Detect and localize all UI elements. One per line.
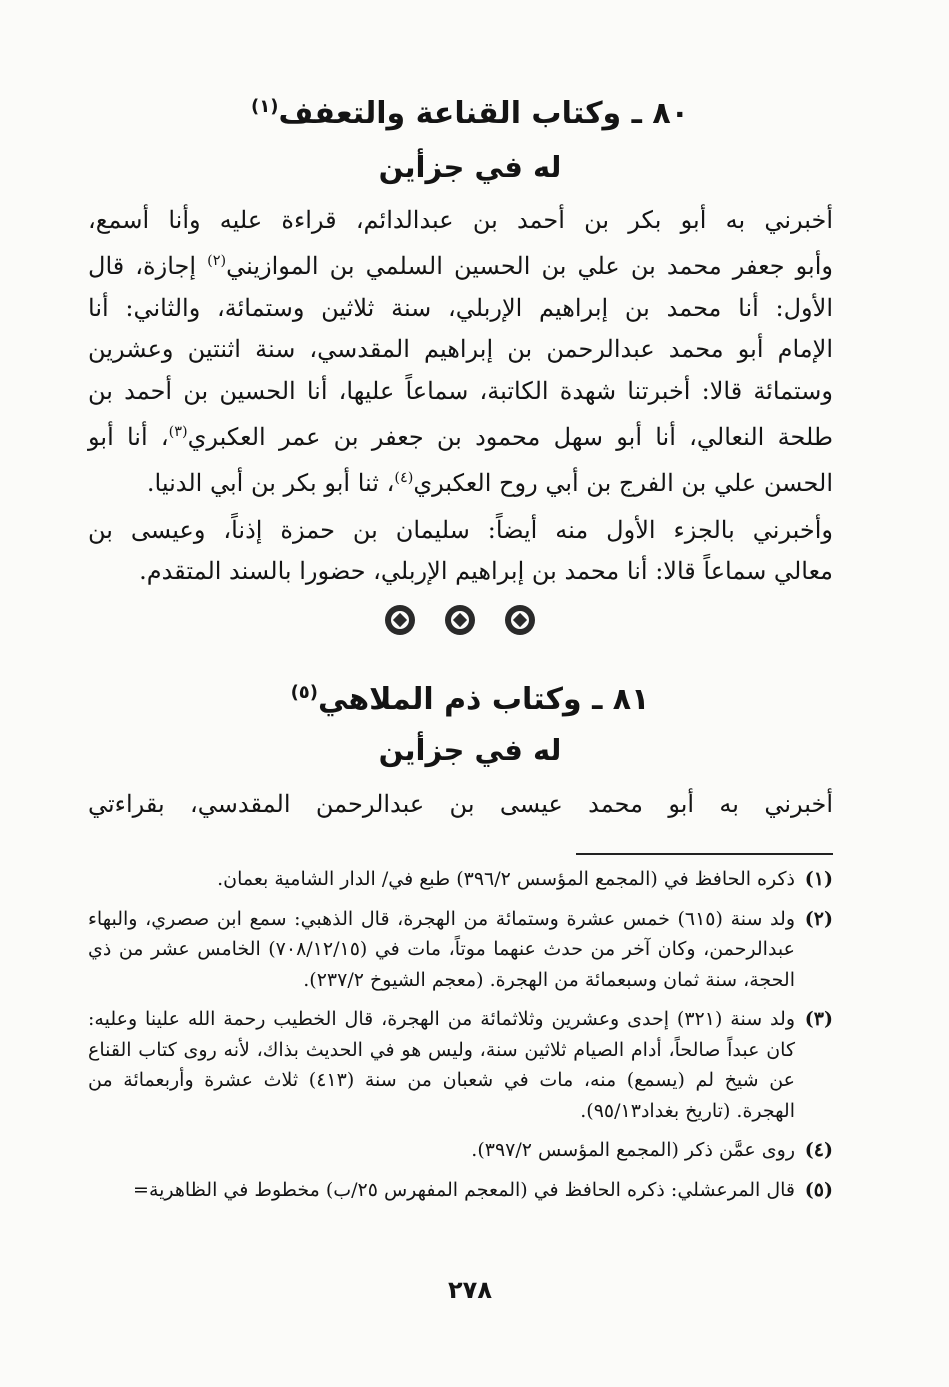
text-line: وأخبرني بالجزء الأول منه أيضاً: سليمان بن حمزة إذناً، وعيسى بن <box>88 516 833 544</box>
footnote-ref-5: (٥) <box>290 682 319 703</box>
text-segment: إجازة، قال <box>88 252 208 281</box>
text-line: معالي سماعاً قالا: أنا محمد بن إبراهيم الإربلي، حضورا بالسند المتقدم. <box>139 557 833 586</box>
section-80-title-text: ٨٠ ـ وكتاب القناعة والتعفف <box>278 96 689 131</box>
section-80-paragraph-2 <box>88 510 833 593</box>
text-line: الإمام أبو محمد عبدالرحمن بن إبراهيم المقدسي، سنة اثنتين وعشرين <box>88 335 834 364</box>
section-80-subtitle: له في جزأين <box>378 150 562 184</box>
section-divider <box>385 600 535 640</box>
ornament-icon <box>385 605 415 635</box>
ornament-icon <box>505 605 535 635</box>
section-81-paragraph-1 <box>88 784 833 825</box>
text-segment: الحسن علي بن الفرج بن أبي روح العكبري <box>413 469 833 498</box>
footnote-text: ولد سنة (٦١٥) خمس عشرة وستمائة من الهجرة، قال الذهبي: سمع ابن صصري، والبهاء عبدالرحمن، وكان آخر من حدث عنهما موتاً، مات في (٧٠٨/١٢/١٥) الخامس عشر من ذي الحجة، سنة ثمان وسبعمائة من الهجرة. (معجم الشيوخ ٢٣٧/٢). <box>88 907 796 991</box>
footnote-number: (١) <box>804 868 833 890</box>
footnote-ref-1: (١) <box>251 96 279 117</box>
footnote-text: قال المرعشلي: ذكره الحافظ في (المعجم المفهرس ٢٥/ب) مخطوط في الظاهرية= <box>133 1178 795 1201</box>
text-line: أخبرني به أبو بكر بن أحمد بن عبدالدائم، قراءة عليه وأنا أسمع، <box>88 206 833 234</box>
text-line: وستمائة قالا: أخبرتنا شهدة الكاتبة، سماعاً عليها، أنا الحسين بن أحمد بن <box>88 376 833 405</box>
text-segment: ، أنا أبو <box>88 423 169 452</box>
footnote-number: (٤) <box>804 1139 833 1161</box>
section-80-title <box>100 96 840 131</box>
text-segment: ، ثنا أبو بكر بن أبي الدنيا. <box>146 469 395 498</box>
footnote-2 <box>88 904 833 996</box>
footnotes <box>88 864 833 1214</box>
section-80-paragraph-1 <box>88 200 833 505</box>
footnote-number: (٥) <box>804 1178 833 1201</box>
text-line <box>88 458 833 504</box>
footnote-number: (٢) <box>804 907 833 930</box>
footnote-ref-3: (٣) <box>168 424 188 441</box>
footnote-5 <box>88 1175 833 1206</box>
text-line: أخبرني به أبو محمد عيسى بن عبدالرحمن المقدسي، بقراءتي <box>88 790 833 818</box>
text-line <box>88 241 833 287</box>
text-segment: طلحة النعالي، أنا أبو سهل محمود بن جعفر بن عمر العكبري <box>187 423 833 452</box>
footnote-ref-2: (٢) <box>207 253 227 270</box>
text-line: الأول: أنا محمد بن إبراهيم الإربلي، سنة ثلاثين وستمائة، والثاني: أنا <box>88 293 833 322</box>
footnote-3 <box>88 1004 833 1126</box>
section-81-title-text: ٨١ ـ وكتاب ذم الملاهي <box>318 682 650 717</box>
footnote-separator <box>576 853 833 855</box>
footnote-4 <box>88 1135 833 1166</box>
ornament-icon <box>445 605 475 635</box>
footnote-text: ولد سنة (٣٢١) إحدى وعشرين وثلاثمائة من الهجرة، قال الخطيب رحمة الله علينا وعليه: كان عبداً صالحاً، أدام الصيام ثلاثين سنة، وليس هو في الحديث بذاك، لأنه روى كتاب القناع عن شيخ لم (يسمع) منه، مات في شعبان من سنة (٤١٣) ثلاث عشرة وأربعمائة من الهجرة. (تاريخ بغداد٩٥/١٣). <box>88 1008 795 1122</box>
page-number: ٢٧٨ <box>448 1276 492 1304</box>
section-81-title <box>100 682 840 717</box>
text-line <box>88 412 833 458</box>
text-segment: وأبو جعفر محمد بن علي بن الحسين السلمي بن الموازيني <box>226 252 833 281</box>
footnote-number: (٣) <box>804 1008 833 1030</box>
footnote-text: ذكره الحافظ في (المجمع المؤسس ٣٩٦/٢) طبع في/ الدار الشامية بعمان. <box>217 868 795 890</box>
footnote-text: روى عمَّن ذكر (المجمع المؤسس ٣٩٧/٢). <box>471 1139 795 1161</box>
footnote-1 <box>88 864 833 895</box>
section-81-subtitle: له في جزأين <box>378 733 562 767</box>
footnote-ref-4: (٤) <box>394 470 414 487</box>
